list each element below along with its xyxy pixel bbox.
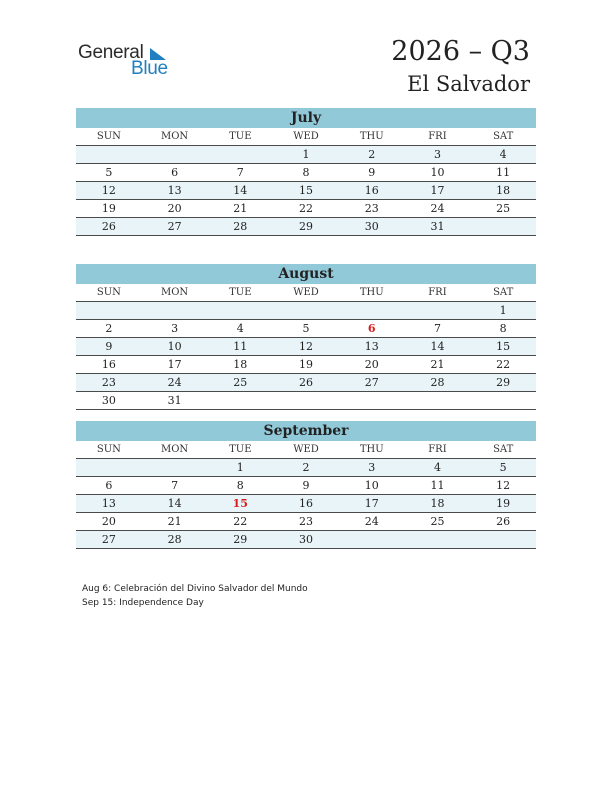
day-cell: 21	[233, 202, 248, 215]
weekday-label: WED	[293, 131, 319, 142]
day-cell: 10	[167, 340, 182, 353]
week-row	[76, 495, 536, 513]
weekday-label: WED	[293, 444, 319, 455]
day-cell: 4	[236, 322, 244, 335]
day-cell: 25	[430, 515, 445, 528]
day-cell: 30	[101, 394, 116, 407]
day-cell	[339, 302, 405, 319]
day-cell: 22	[496, 358, 511, 371]
weekday-header-row	[76, 128, 536, 146]
day-cell: 26	[101, 220, 116, 233]
week-row	[76, 218, 536, 236]
day-cell: 8	[236, 479, 244, 492]
weekday-label: SAT	[493, 131, 514, 142]
day-cell: 5	[302, 322, 310, 335]
country-name: El Salvador	[407, 72, 530, 96]
week-row	[76, 182, 536, 200]
day-cell: 5	[105, 166, 113, 179]
day-cell: 20	[101, 515, 116, 528]
weekday-header-row	[76, 441, 536, 459]
day-cell: 10	[364, 479, 379, 492]
day-cell	[339, 531, 405, 548]
weekday-label: THU	[359, 287, 384, 298]
week-row	[76, 459, 536, 477]
day-cell: 1	[499, 304, 507, 317]
day-cell: 11	[496, 166, 511, 179]
holiday-day-cell: 15	[232, 497, 248, 510]
week-row	[76, 513, 536, 531]
month-header: August	[76, 264, 536, 284]
day-cell	[470, 531, 536, 548]
weekday-label: MON	[160, 287, 189, 298]
day-cell	[470, 392, 536, 409]
day-cell: 31	[430, 220, 445, 233]
day-cell: 25	[233, 376, 248, 389]
day-cell: 3	[171, 322, 179, 335]
day-cell: 17	[364, 497, 379, 510]
day-cell	[405, 392, 471, 409]
day-cell	[142, 302, 208, 319]
day-cell: 17	[430, 184, 445, 197]
day-cell: 19	[101, 202, 116, 215]
month-august	[76, 264, 536, 410]
day-cell: 28	[233, 220, 248, 233]
day-cell: 30	[299, 533, 314, 546]
day-cell: 15	[299, 184, 314, 197]
day-cell: 29	[233, 533, 248, 546]
day-cell: 10	[430, 166, 445, 179]
weekday-label: SUN	[96, 287, 121, 298]
weekday-label: TUE	[229, 131, 252, 142]
day-cell: 28	[430, 376, 445, 389]
day-cell	[76, 302, 142, 319]
day-cell: 11	[430, 479, 445, 492]
weekday-label: SUN	[96, 444, 121, 455]
weekday-label: FRI	[428, 131, 447, 142]
day-cell: 12	[101, 184, 116, 197]
day-cell: 12	[299, 340, 314, 353]
week-row	[76, 200, 536, 218]
weekday-label: TUE	[229, 287, 252, 298]
day-cell: 18	[233, 358, 248, 371]
day-cell: 3	[433, 148, 441, 161]
logo-general-text: General	[78, 42, 144, 63]
weekday-label: SAT	[493, 444, 514, 455]
holiday-note: Aug 6: Celebración del Divino Salvador del Mundo	[82, 584, 308, 594]
day-cell: 24	[364, 515, 379, 528]
generalblue-logo	[78, 42, 178, 82]
weekday-label: FRI	[428, 444, 447, 455]
day-cell: 20	[167, 202, 182, 215]
weekday-label: SUN	[96, 131, 121, 142]
weekday-label: MON	[160, 444, 189, 455]
day-cell: 9	[368, 166, 376, 179]
day-cell: 13	[364, 340, 379, 353]
day-cell: 20	[364, 358, 379, 371]
holiday-note: Sep 15: Independence Day	[82, 598, 204, 608]
week-row	[76, 477, 536, 495]
week-row	[76, 356, 536, 374]
day-cell: 7	[236, 166, 244, 179]
week-row	[76, 302, 536, 320]
day-cell: 16	[364, 184, 379, 197]
weekday-label: THU	[359, 131, 384, 142]
day-cell: 16	[101, 358, 116, 371]
day-cell	[207, 302, 273, 319]
day-cell: 8	[499, 322, 507, 335]
day-cell: 9	[302, 479, 310, 492]
week-row	[76, 320, 536, 338]
holiday-notes	[82, 582, 308, 610]
day-cell: 6	[105, 479, 113, 492]
day-cell	[142, 459, 208, 476]
day-cell: 2	[105, 322, 113, 335]
week-row	[76, 374, 536, 392]
day-cell: 14	[167, 497, 182, 510]
day-cell	[142, 146, 208, 163]
month-header: July	[76, 108, 536, 128]
day-cell: 18	[496, 184, 511, 197]
day-cell: 24	[167, 376, 182, 389]
day-cell: 30	[364, 220, 379, 233]
day-cell: 19	[299, 358, 314, 371]
weekday-label: MON	[160, 131, 189, 142]
day-cell: 1	[302, 148, 310, 161]
day-cell: 13	[167, 184, 182, 197]
month-header: September	[76, 421, 536, 441]
day-cell: 26	[496, 515, 511, 528]
day-cell	[470, 218, 536, 235]
day-cell: 1	[236, 461, 244, 474]
day-cell: 23	[101, 376, 116, 389]
day-cell: 8	[302, 166, 310, 179]
day-cell: 21	[167, 515, 182, 528]
day-cell: 14	[430, 340, 445, 353]
day-cell: 12	[496, 479, 511, 492]
day-cell: 15	[496, 340, 511, 353]
holiday-day-cell: 6	[367, 322, 376, 335]
day-cell: 27	[101, 533, 116, 546]
day-cell: 7	[433, 322, 441, 335]
day-cell: 24	[430, 202, 445, 215]
month-july	[76, 108, 536, 236]
day-cell: 16	[299, 497, 314, 510]
day-cell	[273, 302, 339, 319]
day-cell: 17	[167, 358, 182, 371]
day-cell: 4	[433, 461, 441, 474]
day-cell: 22	[233, 515, 248, 528]
day-cell: 19	[496, 497, 511, 510]
day-cell: 27	[364, 376, 379, 389]
day-cell: 26	[299, 376, 314, 389]
day-cell: 11	[233, 340, 248, 353]
week-row	[76, 531, 536, 549]
day-cell: 31	[167, 394, 182, 407]
page-title: 2026 – Q3	[391, 36, 530, 67]
day-cell: 14	[233, 184, 248, 197]
day-cell: 5	[499, 461, 507, 474]
day-cell: 21	[430, 358, 445, 371]
weekday-label: TUE	[229, 444, 252, 455]
month-september	[76, 421, 536, 549]
day-cell: 25	[496, 202, 511, 215]
day-cell: 13	[101, 497, 116, 510]
day-cell	[207, 392, 273, 409]
weekday-label: SAT	[493, 287, 514, 298]
day-cell: 4	[499, 148, 507, 161]
day-cell	[273, 392, 339, 409]
day-cell: 9	[105, 340, 113, 353]
weekday-header-row	[76, 284, 536, 302]
day-cell: 2	[302, 461, 310, 474]
day-cell: 7	[171, 479, 179, 492]
day-cell: 2	[368, 148, 376, 161]
week-row	[76, 392, 536, 410]
day-cell: 29	[299, 220, 314, 233]
day-cell: 22	[299, 202, 314, 215]
day-cell: 29	[496, 376, 511, 389]
day-cell	[207, 146, 273, 163]
day-cell	[76, 459, 142, 476]
weekday-label: WED	[293, 287, 319, 298]
day-cell: 28	[167, 533, 182, 546]
day-cell	[76, 146, 142, 163]
weekday-label: THU	[359, 444, 384, 455]
weekday-label: FRI	[428, 287, 447, 298]
day-cell	[339, 392, 405, 409]
day-cell	[405, 302, 471, 319]
week-row	[76, 164, 536, 182]
week-row	[76, 146, 536, 164]
logo-blue-text: Blue	[131, 58, 168, 79]
day-cell: 23	[299, 515, 314, 528]
day-cell: 23	[364, 202, 379, 215]
day-cell: 3	[368, 461, 376, 474]
day-cell: 6	[171, 166, 179, 179]
day-cell: 27	[167, 220, 182, 233]
week-row	[76, 338, 536, 356]
day-cell	[405, 531, 471, 548]
day-cell: 18	[430, 497, 445, 510]
